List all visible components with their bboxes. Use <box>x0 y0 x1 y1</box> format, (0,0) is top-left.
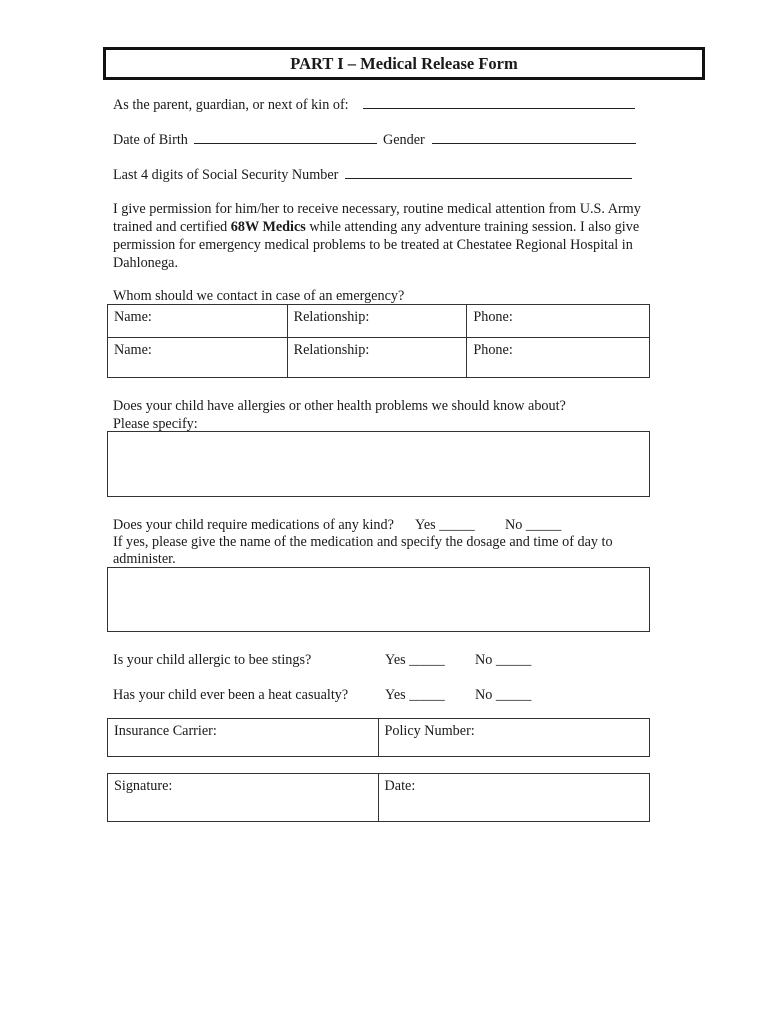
heat-no[interactable]: No _____ <box>475 687 532 703</box>
permission-paragraph <box>113 200 643 272</box>
dob-blank[interactable] <box>194 130 377 144</box>
allergies-specify: Please specify: <box>113 416 198 432</box>
relationship-label: Relationship: <box>293 342 370 358</box>
signature-label: Signature: <box>114 778 173 794</box>
allergies-question: Does your child have allergies or other health problems we should know about? <box>113 398 566 414</box>
heat-yes[interactable]: Yes _____ <box>385 687 445 703</box>
medications-yes[interactable]: Yes _____ <box>415 517 475 533</box>
emergency-name-cell[interactable] <box>108 338 288 378</box>
phone-label: Phone: <box>473 309 513 325</box>
signature-table <box>107 773 650 822</box>
emergency-row-1 <box>108 305 650 338</box>
insurance-carrier-label: Insurance Carrier: <box>114 723 217 739</box>
emergency-name-cell[interactable] <box>108 305 288 338</box>
bee-question: Is your child allergic to bee stings? <box>113 652 312 668</box>
date-cell[interactable] <box>378 774 649 822</box>
parent-field <box>113 96 349 114</box>
relationship-label: Relationship: <box>293 309 370 325</box>
emergency-relationship-cell[interactable] <box>287 305 467 338</box>
medications-textbox[interactable] <box>107 567 650 632</box>
parent-label: As the parent, guardian, or next of kin of: <box>113 97 349 113</box>
insurance-carrier-cell[interactable] <box>108 719 379 757</box>
bee-no[interactable]: No _____ <box>475 652 532 668</box>
policy-number-label: Policy Number: <box>384 723 475 739</box>
medications-no[interactable]: No _____ <box>505 517 562 533</box>
bee-yes[interactable]: Yes _____ <box>385 652 445 668</box>
emergency-table <box>107 304 650 378</box>
ssn-label: Last 4 digits of Social Security Number <box>113 167 339 183</box>
insurance-table <box>107 718 650 757</box>
name-label: Name: <box>114 309 152 325</box>
allergies-textbox[interactable] <box>107 431 650 497</box>
emergency-relationship-cell[interactable] <box>287 338 467 378</box>
permission-text-1: I give permission for him/her to receive necessary, routine medical attention from U.S. Army trained and certified <box>113 201 641 235</box>
insurance-row <box>108 719 650 757</box>
date-label: Date: <box>384 778 416 794</box>
medications-followup: If yes, please give the name of the medication and specify the dosage and time of day to administer. <box>113 534 613 567</box>
emergency-phone-cell[interactable] <box>467 338 650 378</box>
emergency-question: Whom should we contact in case of an emergency? <box>113 288 405 304</box>
emergency-phone-cell[interactable] <box>467 305 650 338</box>
phone-label: Phone: <box>473 342 513 358</box>
form-title: PART I – Medical Release Form <box>290 54 518 73</box>
parent-blank[interactable] <box>363 95 635 109</box>
form-title-box <box>103 47 705 80</box>
policy-number-cell[interactable] <box>378 719 650 757</box>
emergency-row-2 <box>108 338 650 378</box>
name-label: Name: <box>114 342 152 358</box>
heat-question: Has your child ever been a heat casualty? <box>113 687 349 703</box>
permission-bold: 68W Medics <box>230 219 306 235</box>
gender-blank[interactable] <box>432 130 636 144</box>
gender-label: Gender <box>383 132 425 148</box>
signature-cell[interactable] <box>108 774 379 822</box>
permission-text-2: while attending any adventure training session. I also give permission for emergency medical problems to be treated at Chestatee Regional Hospital in Dahlonega. <box>113 219 640 271</box>
medications-question: Does your child require medications of any kind? <box>113 517 394 533</box>
signature-row <box>108 774 650 822</box>
dob-label: Date of Birth <box>113 132 188 148</box>
ssn-blank[interactable] <box>345 165 632 179</box>
